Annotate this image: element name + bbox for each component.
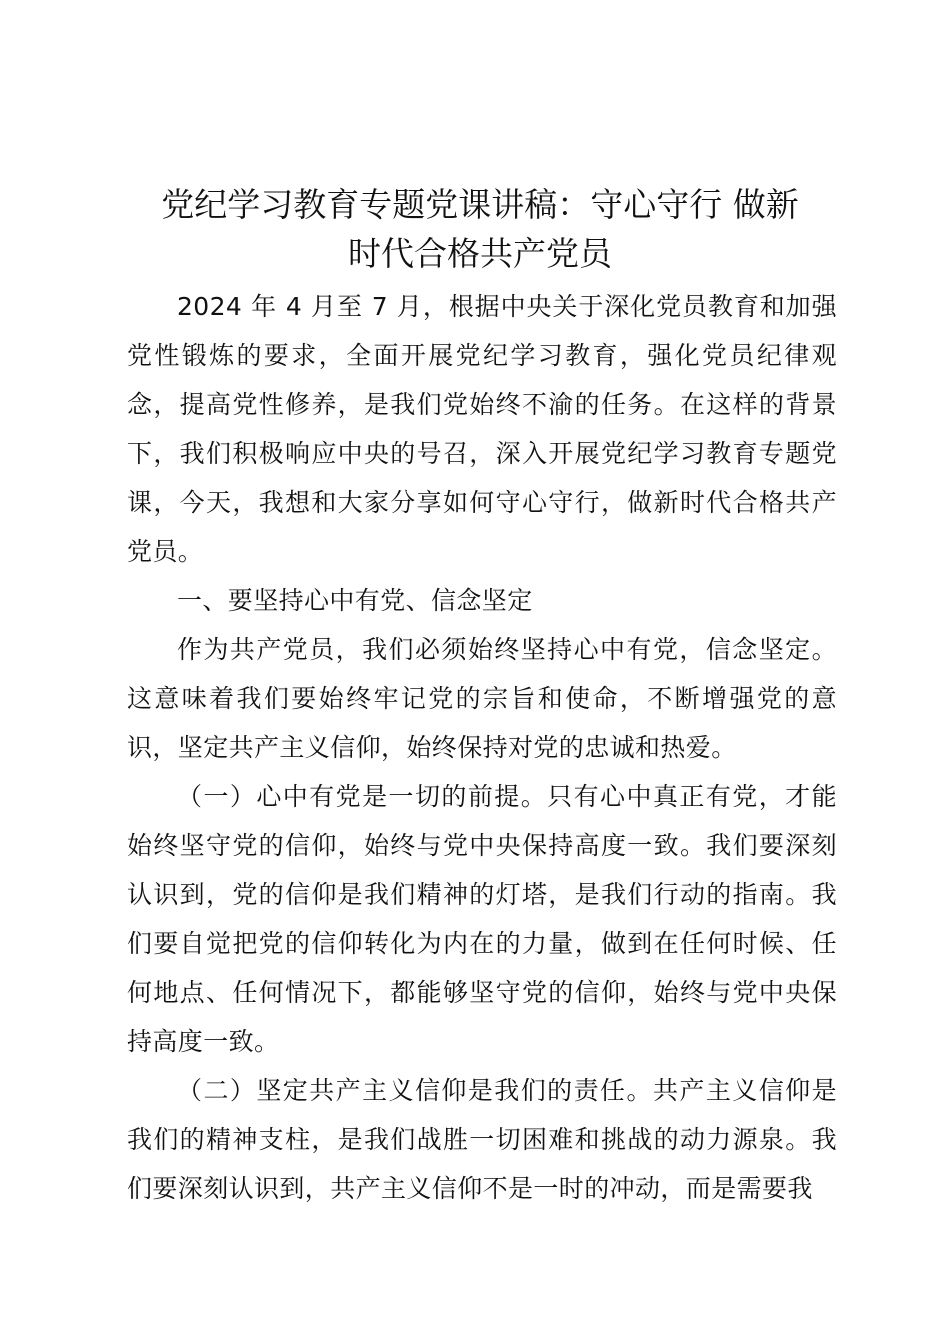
paragraph-intro: 2024 年 4 月至 7 月，根据中央关于深化党员教育和加强党性锻炼的要求，全面开展党纪学习教育，强化党员纪律观念，提高党性修养，是我们党始终不渝的任务。在这样的背景下，我们积极响应中央的号召，深入开展党纪学习教育专题党课，今天，我想和大家分享如何守心守行，做新时代合格共产党员。 — [127, 292, 837, 566]
paragraph-subsection-2: （二）坚定共产主义信仰是我们的责任。共产主义信仰是我们的精神支柱，是我们战胜一切困难和挑战的动力源泉。我们要深刻认识到，共产主义信仰不是一时的冲动，而是需要我 — [127, 1076, 837, 1203]
paragraph-section-1: 作为共产党员，我们必须始终坚持心中有党，信念坚定。这意味着我们要始终牢记党的宗旨和使命，不断增强党的意识，坚定共产主义信仰，始终保持对党的忠诚和热爱。 — [127, 635, 837, 762]
paragraph-subsection-1: （一）心中有党是一切的前提。只有心中真正有党，才能始终坚守党的信仰，始终与党中央保持高度一致。我们要深刻认识到，党的信仰是我们精神的灯塔，是我们行动的指南。我们要自觉把党的信仰转化为内在的力量，做到在任何时候、任何地点、任何情况下，都能够坚守党的信仰，始终与党中央保持高度一致。 — [127, 782, 837, 1056]
title-line-2: 时代合格共产党员 — [348, 234, 612, 273]
document-body — [127, 282, 837, 1213]
section-heading-1: 一、要坚持心中有党、信念坚定 — [177, 586, 533, 615]
title-line-1: 党纪学习教育专题党课讲稿：守心守行 做新 — [161, 185, 799, 224]
document-title — [100, 180, 860, 278]
